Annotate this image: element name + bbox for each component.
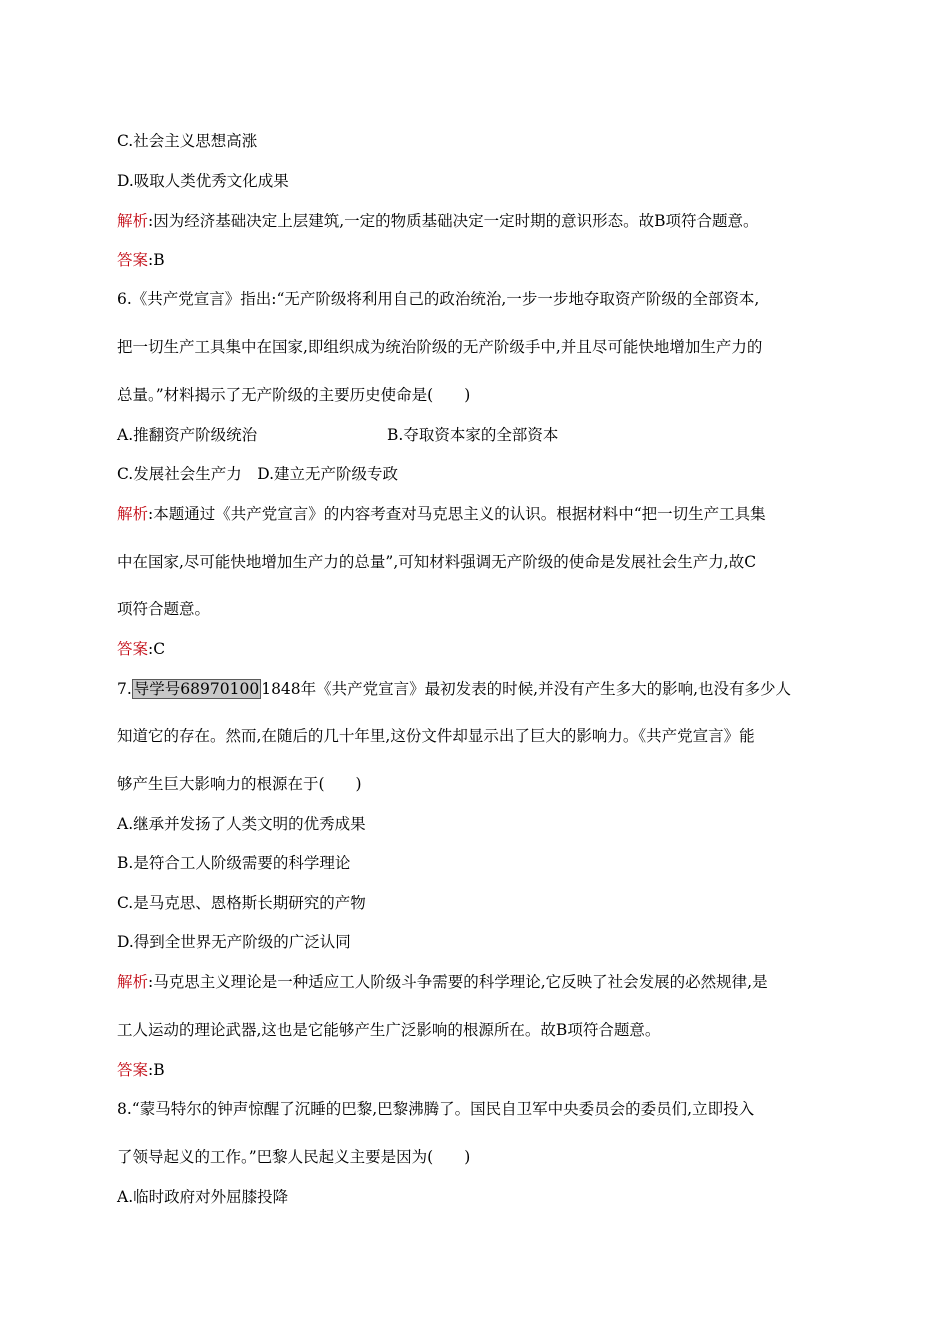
analysis-text: :马克思主义理论是一种适应工人阶级斗争需要的科学理论,它反映了社会发展的必然规律,是 bbox=[148, 973, 768, 991]
q7-stem-line-2: 知道它的存在。然而,在随后的几十年里,这份文件却显示出了巨大的影响力。《共产党宣言》能 bbox=[117, 727, 755, 745]
q8-stem-line-2: 了领导起义的工作。”巴黎人民起义主要是因为( ) bbox=[117, 1148, 471, 1166]
q7-option-c: C.是马克思、恩格斯长期研究的产物 bbox=[117, 894, 366, 912]
analysis-text: :因为经济基础决定上层建筑,一定的物质基础决定一定时期的意识形态。故B项符合题意。 bbox=[148, 212, 759, 230]
q7-option-a: A.继承并发扬了人类文明的优秀成果 bbox=[117, 815, 366, 833]
q6-stem-line-1: 6.《共产党宣言》指出:“无产阶级将利用自己的政治统治,一步一步地夺取资产阶级的全部资本, bbox=[117, 290, 760, 308]
question-number: 7. bbox=[117, 680, 132, 698]
answer-text: :C bbox=[148, 640, 166, 658]
analysis-text: :本题通过《共产党宣言》的内容考查对马克思主义的认识。根据材料中“把一切生产工具集 bbox=[148, 505, 766, 523]
answer-text: :B bbox=[148, 1061, 165, 1079]
q6-analysis-line-3: 项符合题意。 bbox=[117, 600, 211, 618]
q5-answer bbox=[117, 250, 165, 270]
answer-label: 答案 bbox=[117, 251, 149, 269]
q6-option-a: A.推翻资产阶级统治 bbox=[117, 426, 258, 444]
analysis-label: 解析 bbox=[117, 212, 149, 230]
q7-analysis-line-2: 工人运动的理论武器,这也是它能够产生广泛影响的根源所在。故B项符合题意。 bbox=[117, 1021, 661, 1039]
answer-label: 答案 bbox=[117, 640, 149, 658]
q6-stem-line-2: 把一切生产工具集中在国家,即组织成为统治阶级的无产阶级手中,并且尽可能快地增加生产力的 bbox=[117, 338, 763, 356]
q6-analysis-line-2: 中在国家,尽可能快地增加生产力的总量”,可知材料强调无产阶级的使命是发展社会生产力,故C bbox=[117, 553, 757, 571]
q7-option-d: D.得到全世界无产阶级的广泛认同 bbox=[117, 933, 351, 951]
q8-option-a: A.临时政府对外屈膝投降 bbox=[117, 1188, 289, 1206]
stem-text: 1848年《共产党宣言》最初发表的时候,并没有产生多大的影响,也没有多少人 bbox=[261, 680, 792, 698]
analysis-label: 解析 bbox=[117, 973, 149, 991]
q6-analysis-line-1 bbox=[117, 504, 766, 524]
answer-text: :B bbox=[148, 251, 165, 269]
guide-number-box: 导学号68970100 bbox=[133, 680, 260, 698]
q5-option-c: C.社会主义思想高涨 bbox=[117, 132, 258, 150]
q8-stem-line-1: 8.“蒙马特尔的钟声惊醒了沉睡的巴黎,巴黎沸腾了。国民自卫军中央委员会的委员们,立即投入 bbox=[117, 1100, 755, 1118]
q6-option-b: B.夺取资本家的全部资本 bbox=[387, 426, 559, 444]
q7-option-b: B.是符合工人阶级需要的科学理论 bbox=[117, 854, 351, 872]
q6-stem-line-3: 总量。”材料揭示了无产阶级的主要历史使命是( ) bbox=[117, 386, 471, 404]
answer-label: 答案 bbox=[117, 1061, 149, 1079]
q7-analysis-line-1 bbox=[117, 972, 768, 992]
q5-analysis bbox=[117, 211, 759, 231]
q7-answer bbox=[117, 1060, 165, 1080]
analysis-label: 解析 bbox=[117, 505, 149, 523]
q7-stem-line-3: 够产生巨大影响力的根源在于( ) bbox=[117, 775, 362, 793]
q6-option-c-d: C.发展社会生产力 D.建立无产阶级专政 bbox=[117, 465, 399, 483]
q5-option-d: D.吸取人类优秀文化成果 bbox=[117, 172, 289, 190]
q6-answer bbox=[117, 639, 165, 659]
q7-stem-line-1 bbox=[117, 679, 791, 699]
